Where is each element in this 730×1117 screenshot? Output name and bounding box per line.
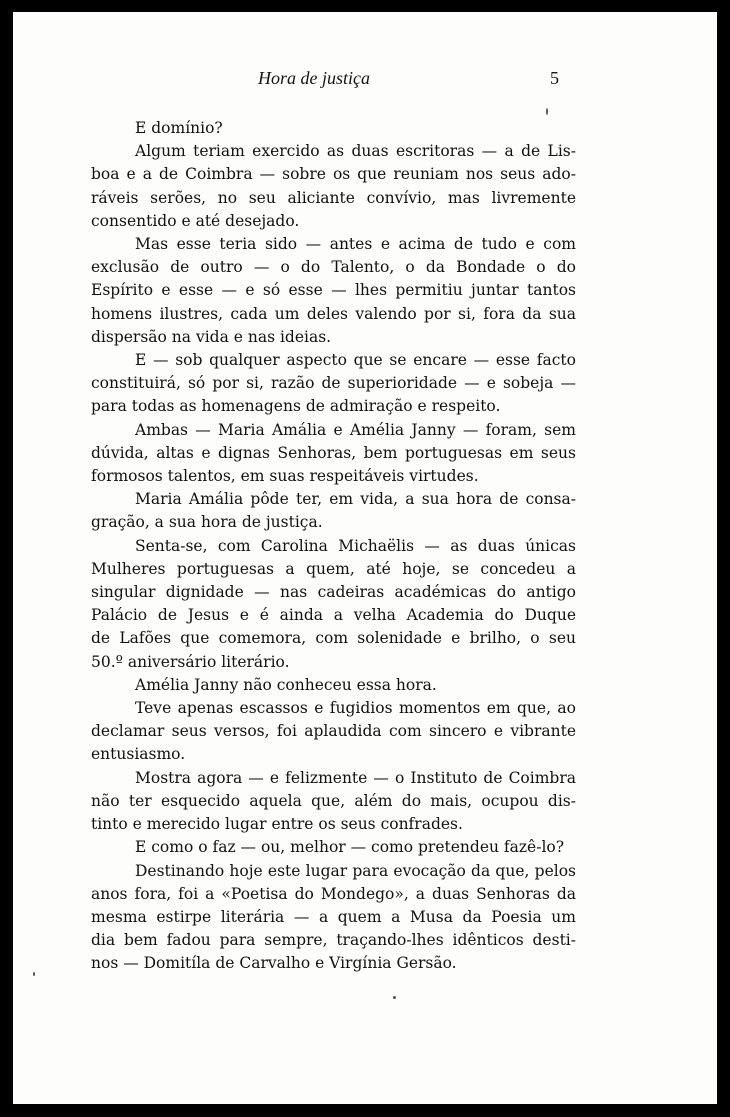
text-line: Mulheres portuguesas a quem, até hoje, se concedeu a [91,559,576,578]
text-line: anos fora, foi a «Poetisa do Mondego», a duas Senhoras da [91,884,576,903]
text-line: de Lafões que comemora, com solenidade e brilho, o seu [91,629,576,648]
paragraph [91,233,576,349]
body-text [91,117,576,976]
paragraph [91,697,576,767]
text-line: Mostra agora — e felizmente — o Instituto de Coimbra [135,768,576,787]
paragraph [91,860,576,976]
paragraph [91,535,576,674]
paragraph [91,349,576,419]
text-line: formosos talentos, em suas respeitáveis virtudes. [91,467,479,486]
page-number: 5 [550,68,559,88]
text-line: gração, a sua hora de justiça. [91,513,323,532]
text-line: exclusão de outro — o do Talento, o da Bondade o do [91,258,576,277]
text-line: consentido e até desejado. [91,211,300,230]
paragraph [91,767,576,837]
text-line: declamar seus versos, foi aplaudida com sincero e vibrante [91,722,576,741]
paragraph [91,419,576,489]
paragraph [91,488,576,534]
text-line: E como o faz — ou, melhor — como pretendeu fazê-lo? [135,838,565,857]
text-line: não ter esquecido aquela que, além do mais, ocupou dis- [91,791,576,810]
text-line: nos — Domitíla de Carvalho e Virgínia Gersão. [91,954,457,973]
dust-speck [33,972,35,976]
text-line: para todas as homenagens de admiração e respeito. [91,397,501,416]
text-line: Palácio de Jesus e é ainda a velha Academia do Duque [91,606,576,625]
text-line: mesma estirpe literária — a quem a Musa da Poesia um [91,907,576,926]
text-line: dispersão na vida e nas ideias. [91,327,332,346]
text-line: Maria Amália pôde ter, em vida, a sua hora de consa- [135,490,576,509]
text-line: Mas esse teria sido — antes e acima de tudo e com [135,235,576,254]
text-line: 50.º aniversário literário. [91,652,290,671]
text-line: constituirá, só por si, razão de superioridade — e sobeja — [91,374,576,393]
text-line: Destinando hoje este lugar para evocação da que, pelos [135,861,576,880]
text-line: dúvida, altas e dignas Senhoras, bem portuguesas em seus [91,443,576,462]
page-header [13,68,717,94]
paragraph [91,140,576,233]
dust-speck [393,996,396,999]
paragraph [91,674,576,697]
text-line: ráveis serões, no seu aliciante convívio, mas livremente [91,188,576,207]
text-line: tinto e merecido lugar entre os seus confrades. [91,815,463,834]
text-line: E domínio? [135,119,223,137]
text-line: Espírito e esse — e só esse — lhes permitiu juntar tantos [91,281,576,300]
text-line: homens ilustres, cada um deles valendo por si, fora da sua [91,304,576,323]
text-line: Teve apenas escassos e fugidios momentos em que, ao [135,699,576,718]
text-line: entusiasmo. [91,745,186,764]
text-line: Amélia Janny não conheceu essa hora. [135,675,437,694]
text-line: singular dignidade — nas cadeiras académicas do antigo [91,583,576,602]
text-line: E — sob qualquer aspecto que se encare — esse facto [135,351,576,370]
book-page [13,12,717,1104]
dust-speck [546,108,548,115]
running-title: Hora de justiça [258,68,370,88]
text-line: dia bem fadou para sempre, traçando-lhes idênticos desti- [91,931,576,950]
paragraph [91,836,576,859]
text-line: boa e a de Coimbra — sobre os que reuniam nos seus ado- [91,165,576,184]
text-line: Senta-se, com Carolina Michaëlis — as duas únicas [135,536,576,555]
paragraph [91,117,576,140]
text-line: Ambas — Maria Amália e Amélia Janny — foram, sem [135,420,576,439]
text-line: Algum teriam exercido as duas escritoras — a de Lis- [135,142,576,161]
